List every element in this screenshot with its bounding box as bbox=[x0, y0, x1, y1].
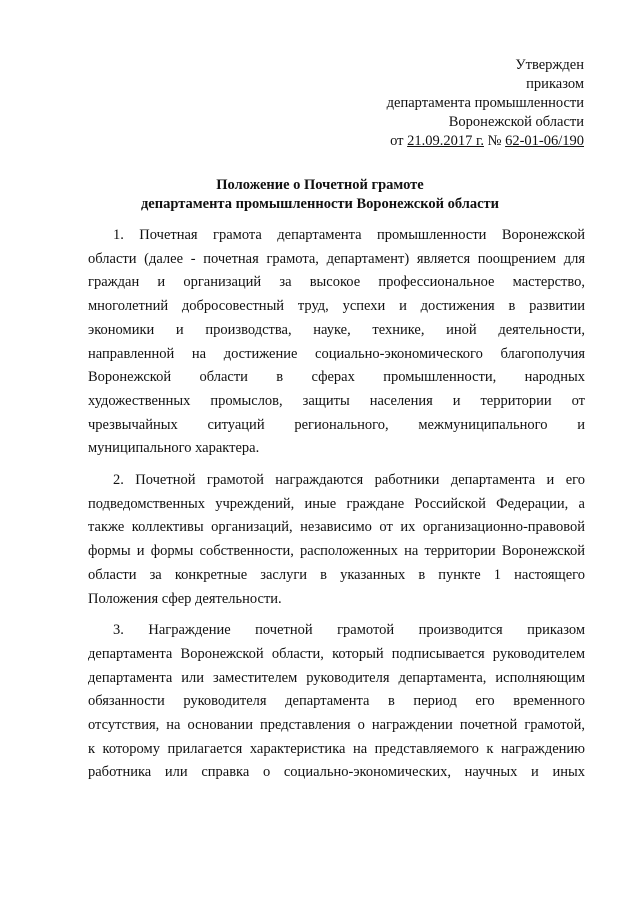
number-prefix: № bbox=[483, 133, 506, 149]
approval-line-region: Воронежской области bbox=[448, 114, 584, 130]
text-line: области за конкретные заслуги в указанных в пункте 1 настоящего bbox=[88, 566, 585, 583]
text-line: 1. Почетная грамота департамента промышленности Воронежской bbox=[113, 227, 585, 243]
text-line: департамента Воронежской области, который подписывается руководителем bbox=[88, 645, 585, 662]
text-line: подведомственных учреждений, иные граждане Российской Федерации, а bbox=[88, 495, 585, 512]
text-line: 3. Награждение почетной грамотой производится приказом bbox=[113, 622, 585, 639]
text-line: 2. Почетной грамотой награждаются работники департамента и его bbox=[113, 472, 585, 489]
order-number: 62-01-06/190 bbox=[505, 133, 584, 149]
text-line: обязанности руководителя департамента в период его временного bbox=[88, 693, 585, 710]
text-line: граждан и организаций за высокое профессиональное мастерство, bbox=[88, 274, 585, 291]
document-body bbox=[88, 224, 585, 793]
paragraph-1 bbox=[88, 224, 585, 461]
text-line: департамента или заместителем руководителя департамента, исполняющим bbox=[88, 669, 585, 686]
order-date: 21.09.2017 г. bbox=[407, 133, 484, 149]
approval-line-department: департамента промышленности bbox=[386, 95, 584, 111]
text-line: художественных промыслов, защиты населения и территории от bbox=[88, 392, 585, 409]
text-line: работника или справка о социально-экономических, научных и иных bbox=[88, 764, 585, 781]
text-line: муниципального характера. bbox=[88, 440, 260, 457]
text-line: Воронежской области в сферах промышленности, народных bbox=[88, 369, 585, 386]
approval-stamp bbox=[387, 56, 584, 151]
approval-line-order: приказом bbox=[526, 76, 584, 92]
text-line: формы и формы собственности, расположенных на территории Воронежской bbox=[88, 543, 585, 560]
text-line: многолетний добросовестный труд, успехи и достижения в развитии bbox=[88, 298, 585, 315]
title-line-2: департамента промышленности Воронежской области bbox=[140, 196, 500, 212]
text-line: области (далее - почетная грамота, департамент) является поощрением для bbox=[88, 250, 585, 267]
text-line: чрезвычайных ситуаций регионального, межмуниципального и bbox=[88, 416, 585, 433]
date-prefix: от bbox=[390, 133, 408, 149]
paragraph-2 bbox=[88, 469, 585, 611]
text-line: также коллективы организаций, независимо от их организационно-правовой bbox=[88, 519, 585, 536]
text-line: Положения сфер деятельности. bbox=[88, 590, 282, 607]
title-line-1: Положение о Почетной грамоте bbox=[216, 177, 424, 193]
approval-line-approved: Утвержден bbox=[515, 57, 584, 73]
paragraph-3 bbox=[88, 619, 585, 785]
text-line: к которому прилагается характеристика на представляемого к награждению bbox=[88, 740, 585, 757]
approval-line-date-number bbox=[387, 132, 584, 151]
document-title bbox=[0, 176, 640, 214]
text-line: экономики и производства, науке, технике, иной деятельности, bbox=[88, 321, 585, 338]
text-line: направленной на достижение социально-экономического благополучия bbox=[88, 345, 585, 362]
text-line: отсутствия, на основании представления о награждении почетной грамотой, bbox=[88, 717, 585, 734]
